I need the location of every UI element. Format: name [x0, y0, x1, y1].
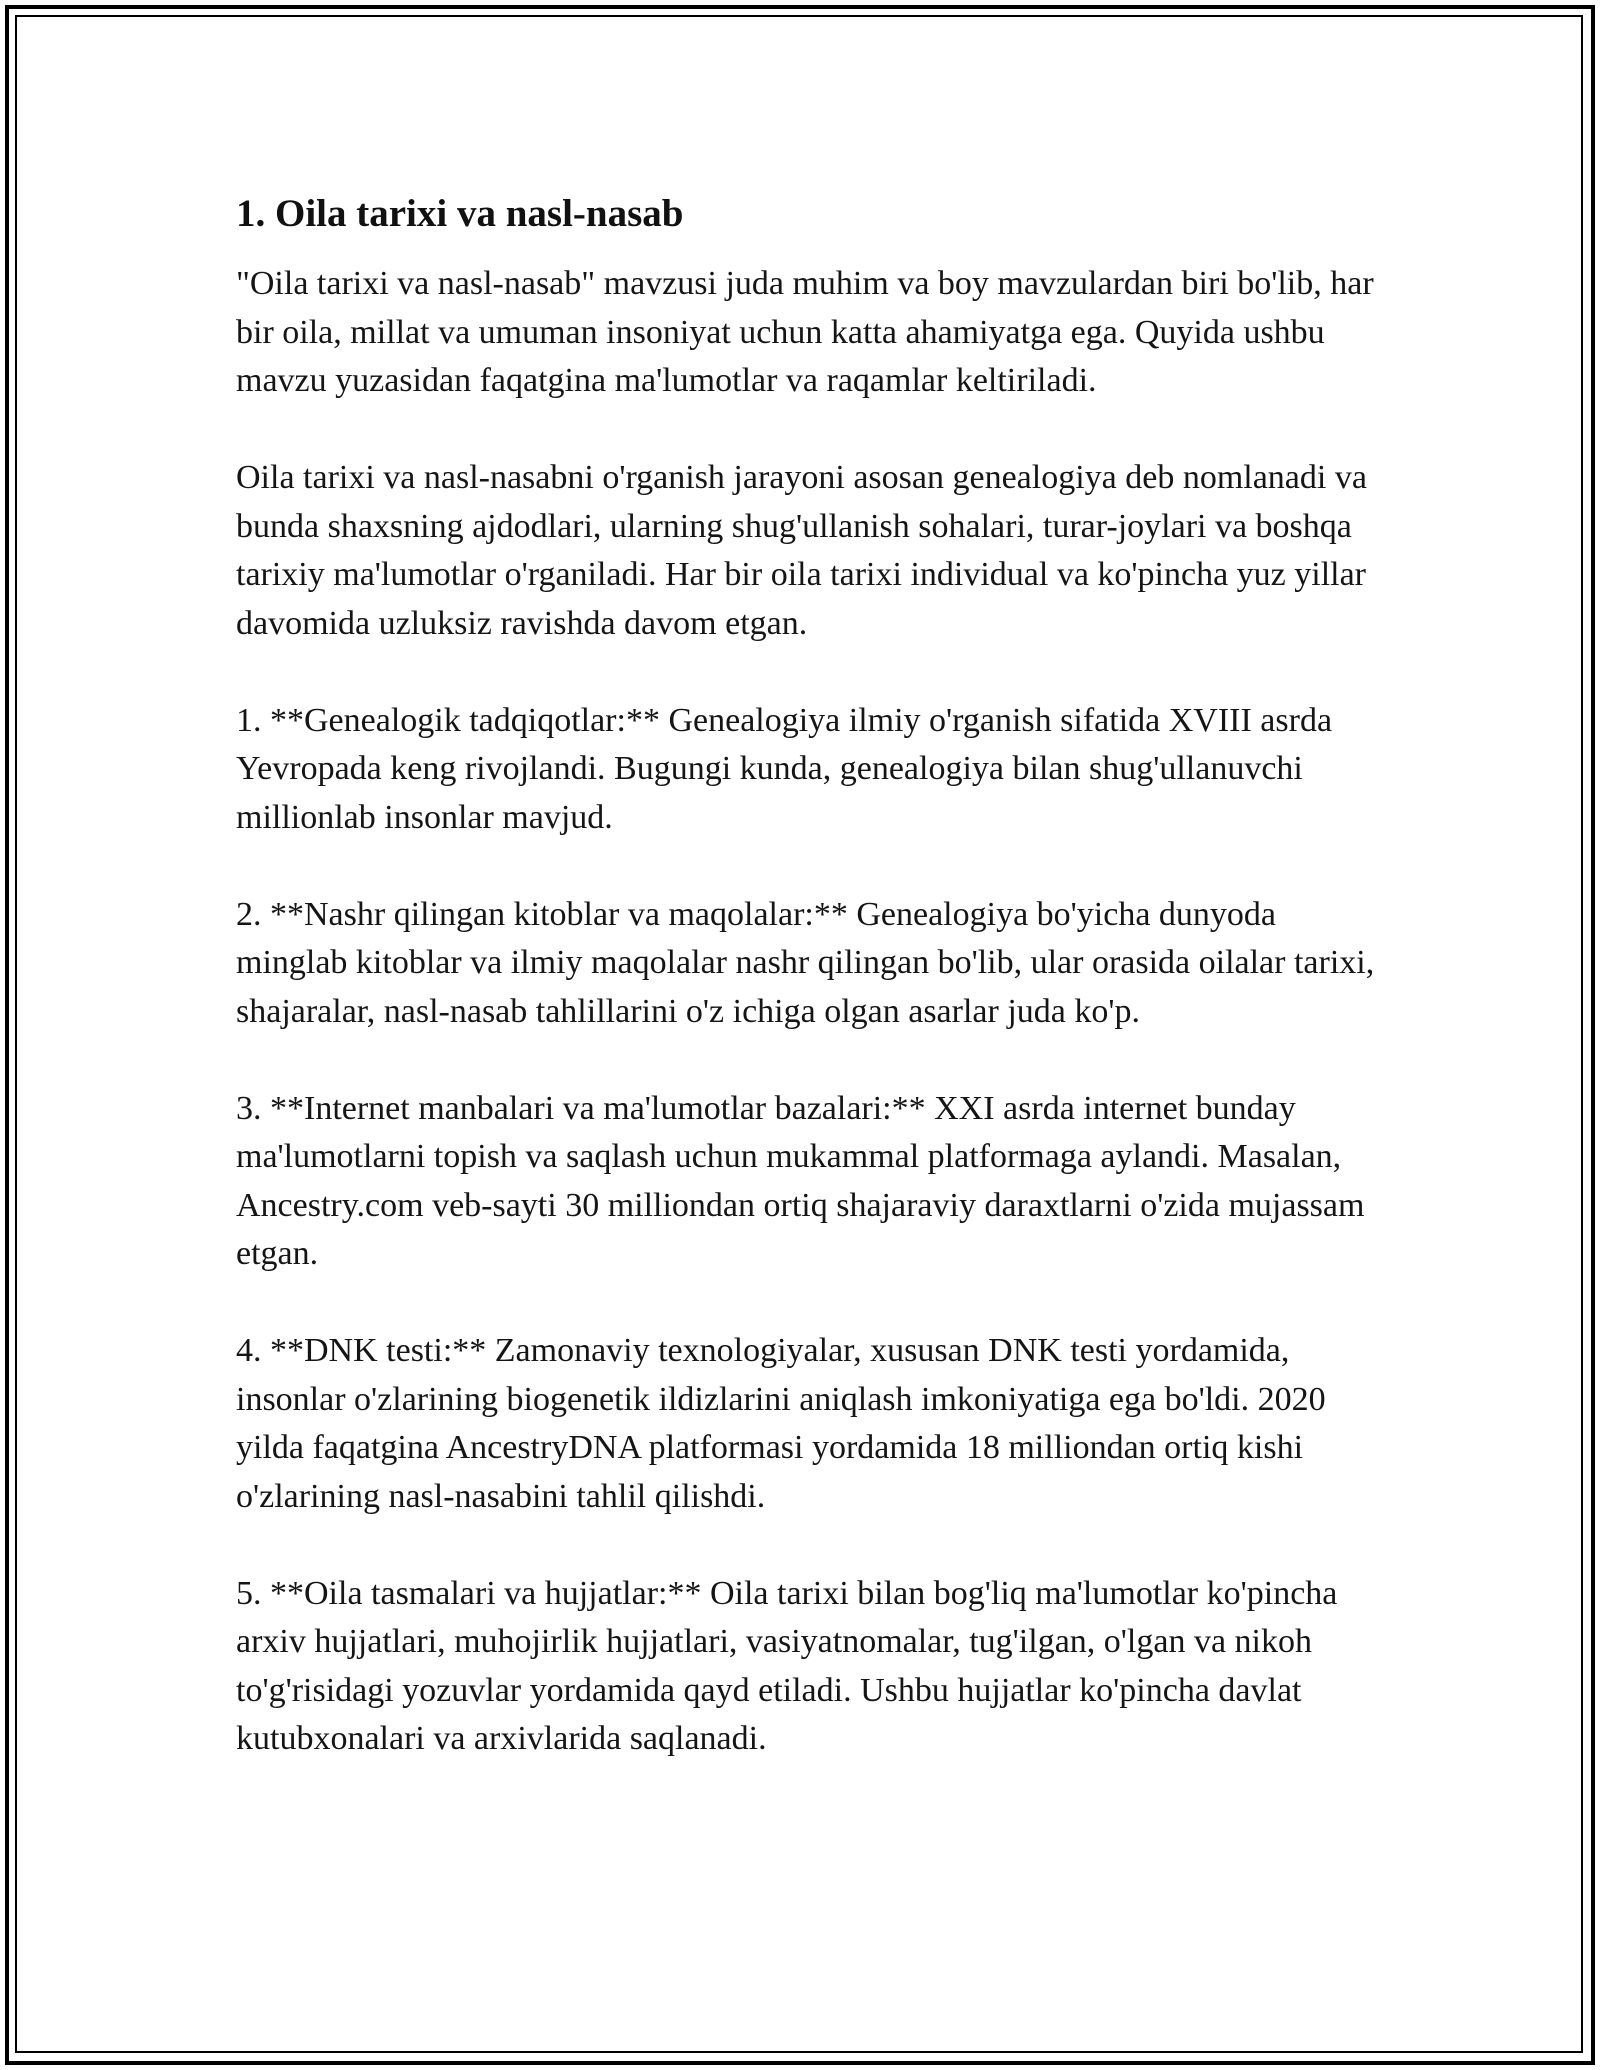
paragraph-genealogy: Oila tarixi va nasl-nasabni o'rganish jarayoni asosan genealogiya deb nomlanadi va bunda shaxsning ajdodlari, ularning shug'ullanish sohalari, turar-joylari va boshqa tarixiy ma'lumotlar o'rganiladi. Har bir oila tarixi individual va ko'pincha yuz yillar davomida uzluksiz ravishda davom etgan.	[236, 459, 1367, 642]
paragraph-intro: "Oila tarixi va nasl-nasab" mavzusi juda muhim va boy mavzulardan biri bo'lib, har bir oila, millat va umuman insoniyat uchun katta ahamiyatga ega. Quyida ushbu mavzu yuzasidan faqatgina ma'lumotlar va raqamlar keltiriladi.	[236, 265, 1374, 399]
list-item-5: 5. **Oila tasmalari va hujjatlar:** Oila tarixi bilan bog'liq ma'lumotlar ko'pincha arxiv hujjatlari, muhojirlik hujjatlari, vasiyatnomalar, tug'ilgan, o'lgan va nikoh to'g'risidagi yozuvlar yordamida qayd etiladi. Ushbu hujjatlar ko'pincha davlat kutubxonalari va arxivlarida saqlanadi.	[236, 1574, 1338, 1757]
list-item-2: 2. **Nashr qilingan kitoblar va maqolalar:** Genealogiya bo'yicha dunyoda minglab kitoblar va ilmiy maqolalar nashr qilingan bo'lib, ular orasida oilalar tarixi, shajaralar, nasl-nasab tahlillarini o'z ichiga olgan asarlar juda ko'p.	[236, 895, 1375, 1030]
section-title: 1. Oila tarixi va nasl-nasab	[236, 192, 684, 235]
document-body	[236, 190, 1376, 1764]
list-item-1: 1. **Genealogik tadqiqotlar:** Genealogiya ilmiy o'rganish sifatida XVIII asrda Yevropada keng rivojlandi. Bugungi kunda, genealogiya bilan shug'ullanuvchi millionlab insonlar mavjud.	[236, 701, 1333, 836]
list-item-3: 3. **Internet manbalari va ma'lumotlar bazalari:** XXI asrda internet bunday ma'lumotlarni topish va saqlash uchun mukammal platformaga aylandi. Masalan, Ancestry.com veb-sayti 30 milliondan ortiq shajaraviy daraxtlarni o'zida mujassam etgan.	[236, 1089, 1365, 1272]
list-item-4: 4. **DNK testi:** Zamonaviy texnologiyalar, xususan DNK testi yordamida, insonlar o'zlarining biogenetik ildizlarini aniqlash imkoniyatiga ega bo'ldi. 2020 yilda faqatgina AncestryDNA platformasi yordamida 18 milliondan ortiq kishi o'zlarining nasl-nasabini tahlil qilishdi.	[236, 1332, 1326, 1515]
